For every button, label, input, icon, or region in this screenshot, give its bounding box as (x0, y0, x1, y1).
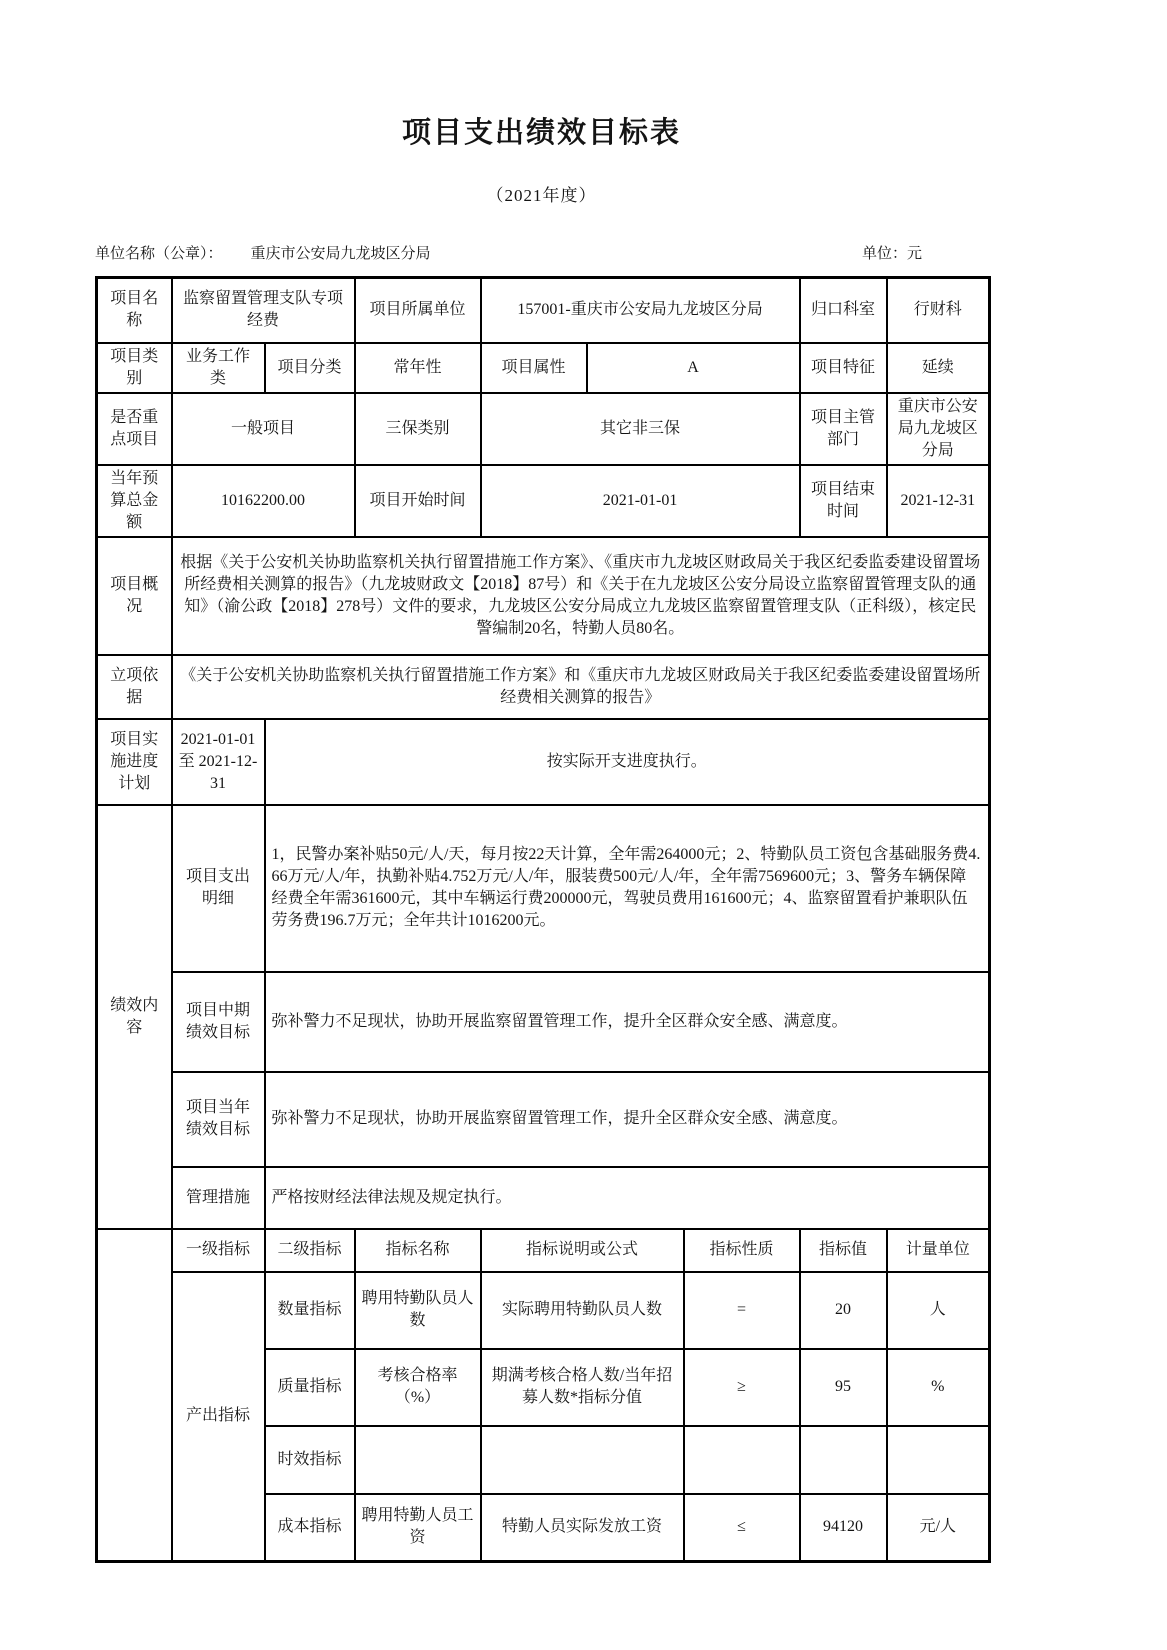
category-label: 项目类别 (97, 343, 172, 393)
quantity-formula: 实际聘用特勤队员人数 (481, 1272, 684, 1349)
row-project-name (97, 278, 990, 343)
header-unit: 计量单位 (887, 1229, 990, 1272)
document-page (95, 0, 988, 1563)
row-project-category (97, 343, 990, 393)
quality-formula: 期满考核合格人数/当年招募人数*指标分值 (481, 1349, 684, 1426)
header-formula: 指标说明或公式 (481, 1229, 684, 1272)
overview-label: 项目概况 (97, 537, 172, 655)
key-project-value: 一般项目 (172, 393, 355, 465)
category-value: 业务工作类 (172, 343, 265, 393)
page-title: 项目支出绩效目标表 (401, 117, 681, 149)
currency-unit-label: 单位：元 (861, 246, 922, 262)
row-basis (97, 655, 990, 719)
quality-name: 考核合格率（%） (355, 1349, 481, 1426)
attribute-value: A (587, 343, 800, 393)
cost-nature: ≤ (684, 1494, 800, 1562)
indicator-row-quantity (97, 1272, 990, 1349)
budget-label: 当年预算总金额 (97, 465, 172, 537)
sanbao-label: 三保类别 (355, 393, 481, 465)
quantity-level2: 数量指标 (265, 1272, 355, 1349)
quantity-unit: 人 (887, 1272, 990, 1349)
management-text: 严格按财经法律法规及规定执行。 (265, 1167, 990, 1229)
start-date-value: 2021-01-01 (481, 465, 800, 537)
level1-output-indicator: 产出指标 (172, 1272, 265, 1562)
performance-section-label: 绩效内容 (97, 805, 172, 1229)
unit-name-label: 单位名称（公章）： (95, 246, 223, 262)
indicator-left-spacer (97, 1229, 172, 1562)
end-date-value: 2021-12-31 (887, 465, 990, 537)
header-indicator-name: 指标名称 (355, 1229, 481, 1272)
project-name-label: 项目名称 (97, 278, 172, 343)
project-name-value: 监察留置管理支队专项经费 (172, 278, 355, 343)
budget-value: 10162200.00 (172, 465, 355, 537)
row-schedule (97, 719, 990, 805)
key-project-label: 是否重点项目 (97, 393, 172, 465)
expense-detail-text: 1，民警办案补贴50元/人/天，每月按22天计算，全年需264000元；2、特勤队员工资包含基础服务费4.66万元/人/年，执勤补贴4.752万元/人/年，服装费500元/人/年，全年需7569600元；3、警务车辆保障经费全年需361600元，其中车辆运行费200000元，驾驶员费用161600元；4、监察留置看护兼职队伍劳务费196.7万元；全年共计1016200元。 (265, 805, 990, 972)
classification-value: 常年性 (355, 343, 481, 393)
supervisor-label: 项目主管部门 (800, 393, 887, 465)
header-nature: 指标性质 (684, 1229, 800, 1272)
timeliness-unit (887, 1426, 990, 1494)
schedule-note: 按实际开支进度执行。 (265, 719, 990, 805)
cost-name: 聘用特勤人员工资 (355, 1494, 481, 1562)
row-management (97, 1167, 990, 1229)
quality-value: 95 (800, 1349, 887, 1426)
feature-label: 项目特征 (800, 343, 887, 393)
expense-detail-label: 项目支出明细 (172, 805, 265, 972)
header-level2: 二级指标 (265, 1229, 355, 1272)
feature-value: 延续 (887, 343, 990, 393)
timeliness-formula (481, 1426, 684, 1494)
quality-nature: ≥ (684, 1349, 800, 1426)
unit-name-value: 重庆市公安局九龙坡区分局 (250, 246, 431, 262)
meta-row (95, 242, 988, 263)
annual-target-label: 项目当年绩效目标 (172, 1072, 265, 1167)
midterm-target-label: 项目中期绩效目标 (172, 972, 265, 1072)
start-date-label: 项目开始时间 (355, 465, 481, 537)
row-annual-target (97, 1072, 990, 1167)
row-midterm-target (97, 972, 990, 1072)
quantity-nature: = (684, 1272, 800, 1349)
row-key-project (97, 393, 990, 465)
owner-unit-label: 项目所属单位 (355, 278, 481, 343)
timeliness-level2: 时效指标 (265, 1426, 355, 1494)
supervisor-value: 重庆市公安局九龙坡区分局 (887, 393, 990, 465)
cost-level2: 成本指标 (265, 1494, 355, 1562)
classification-label: 项目分类 (265, 343, 355, 393)
overview-text: 根据《关于公安机关协助监察机关执行留置措施工作方案》、《重庆市九龙坡区财政局关于我区纪委监委建设留置场所经费相关测算的报告》（九龙坡财政文【2018】87号）和《关于在九龙坡区公安分局设立监察留置管理支队的通知》（渝公政【2018】278号）文件的要求，九龙坡区公安分局成立九龙坡区监察留置管理支队（正科级），核定民警编制20名，特勤人员80名。 (172, 537, 990, 655)
row-indicator-header (97, 1229, 990, 1272)
quantity-value: 20 (800, 1272, 887, 1349)
row-budget (97, 465, 990, 537)
basis-text: 《关于公安机关协助监察机关执行留置措施工作方案》和《重庆市九龙坡区财政局关于我区纪委监委建设留置场所经费相关测算的报告》 (172, 655, 990, 719)
sanbao-value: 其它非三保 (481, 393, 800, 465)
row-overview (97, 537, 990, 655)
header-level1: 一级指标 (172, 1229, 265, 1272)
quality-level2: 质量指标 (265, 1349, 355, 1426)
page-subtitle: （2021年度） (486, 186, 597, 205)
annual-target-text: 弥补警力不足现状，协助开展监察留置管理工作，提升全区群众安全感、满意度。 (265, 1072, 990, 1167)
header-value: 指标值 (800, 1229, 887, 1272)
row-expense-detail (97, 805, 990, 972)
cost-formula: 特勤人员实际发放工资 (481, 1494, 684, 1562)
unit-name-line (95, 242, 431, 263)
performance-target-table (95, 276, 991, 1563)
quantity-name: 聘用特勤队员人数 (355, 1272, 481, 1349)
quality-unit: % (887, 1349, 990, 1426)
dept-value: 行财科 (887, 278, 990, 343)
attribute-label: 项目属性 (481, 343, 587, 393)
timeliness-name (355, 1426, 481, 1494)
owner-unit-value: 157001-重庆市公安局九龙坡区分局 (481, 278, 800, 343)
timeliness-value (800, 1426, 887, 1494)
cost-value: 94120 (800, 1494, 887, 1562)
midterm-target-text: 弥补警力不足现状，协助开展监察留置管理工作，提升全区群众安全感、满意度。 (265, 972, 990, 1072)
basis-label: 立项依据 (97, 655, 172, 719)
end-date-label: 项目结束时间 (800, 465, 887, 537)
schedule-label: 项目实施进度计划 (97, 719, 172, 805)
schedule-period: 2021-01-01 至 2021-12-31 (172, 719, 265, 805)
management-label: 管理措施 (172, 1167, 265, 1229)
cost-unit: 元/人 (887, 1494, 990, 1562)
dept-label: 归口科室 (800, 278, 887, 343)
timeliness-nature (684, 1426, 800, 1494)
